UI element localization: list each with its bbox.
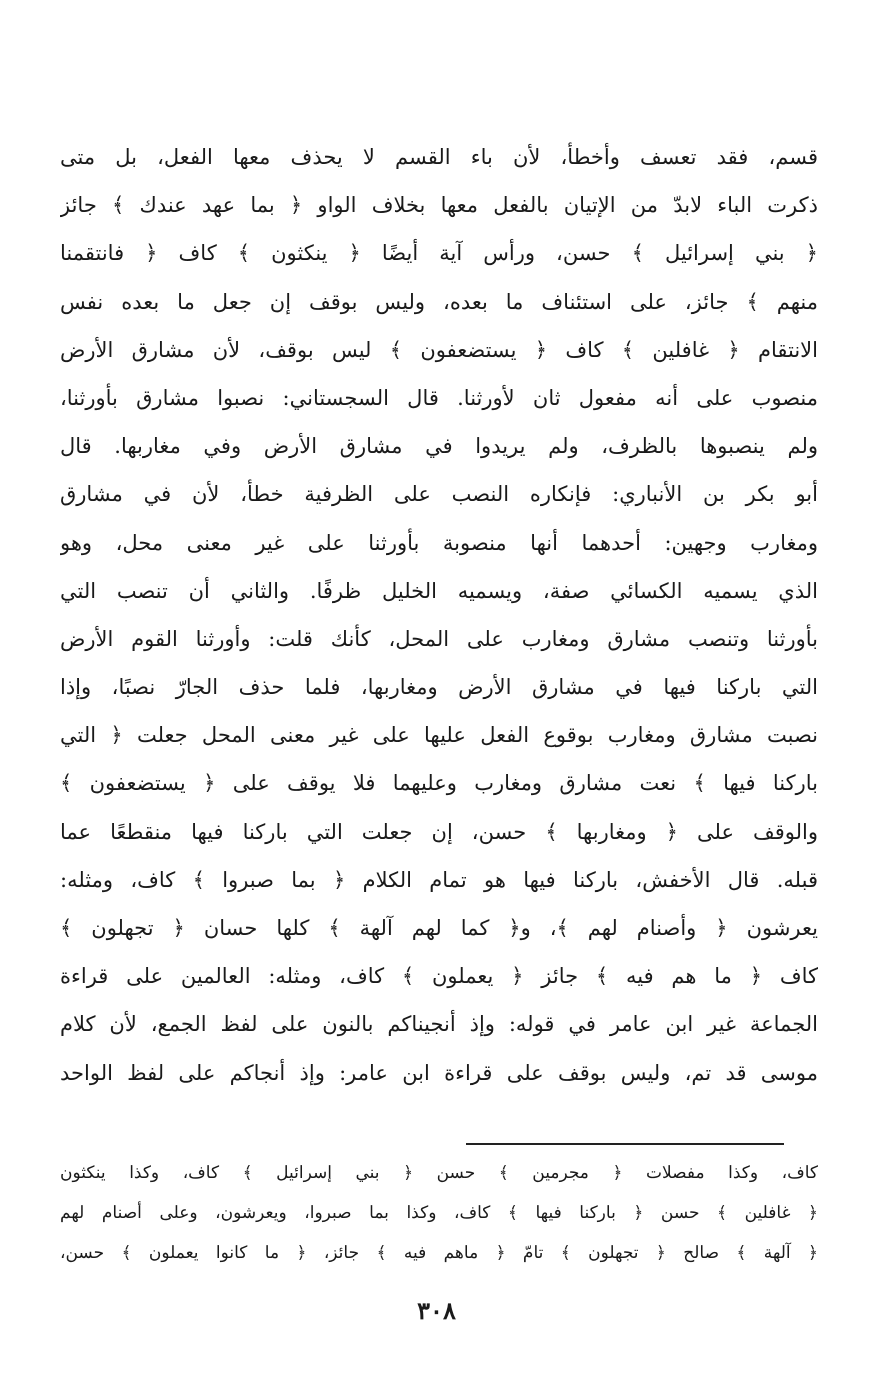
page-number: ٣٠٨ [417,1296,456,1325]
text-line: ولم ينصبوها بالظرف، ولم يريدوا في مشارق الأرض وفي مغاربها. قال [60,434,818,459]
text-line: أبو بكر بن الأنباري: فإنكاره النصب على الظرفية خطأ، لأن في مشارق [60,482,818,507]
text-line: والوقف على ﴿ ومغاربها ﴾ حسن، إن جعلت التي باركنا فيها منقطعًا عما [60,819,818,844]
text-line: الجماعة غير ابن عامر في قوله: وإذ أنجيناكم بالنون على لفظ الجمع، لأن كلام [60,1012,818,1037]
text-line: بأورثنا وتنصب مشارق ومغارب على المحل، كأنك قلت: وأورثنا القوم الأرض [60,626,818,651]
footnote-line: ﴿ آلهة ﴾ صالح ﴿ تجهلون ﴾ تامّ ﴿ ماهم فيه ﴾ جائز، ﴿ ما كانوا يعملون ﴾ حسن، [60,1243,818,1263]
text-line: يعرشون ﴿ وأصنام لهم ﴾، و﴿ كما لهم آلهة ﴾ كلها حسان ﴿ تجهلون ﴾ [60,916,818,940]
text-line: التي باركنا فيها في مشارق الأرض ومغاربها، فلما حذف الجارّ نصبًا، وإذا [60,675,818,700]
text-line: ﴿ بني إسرائيل ﴾ حسن، ورأس آية أيضًا ﴿ ينكثون ﴾ كاف ﴿ فانتقمنا [60,241,818,266]
footnote-line: ﴿ غافلين ﴾ حسن ﴿ باركنا فيها ﴾ كاف، وكذا بما صبروا، ويعرشون، وعلى أصنام لهم [60,1203,818,1223]
text-line: قبله. قال الأخفش، باركنا فيها هو تمام الكلام ﴿ بما صبروا ﴾ كاف، ومثله: [60,867,818,892]
text-line: باركنا فيها ﴾ نعت مشارق ومغارب وعليهما فلا يوقف على ﴿ يستضعفون ﴾ [60,771,818,796]
text-line: ذكرت الباء لابدّ من الإتيان بالفعل معها بخلاف الواو ﴿ بما عهد عندك ﴾ جائز [60,193,818,218]
text-line: كاف ﴿ ما هم فيه ﴾ جائز ﴿ يعملون ﴾ كاف، ومثله: العالمين على قراءة [60,964,818,989]
footnote-separator [466,1143,784,1145]
text-line: الذي يسميه الكسائي صفة، ويسميه الخليل ظرفًا. والثاني أن تنصب التي [60,578,818,603]
footnotes [60,1153,818,1273]
text-line: ومغارب وجهين: أحدهما أنها منصوبة بأورثنا على غير معنى محل، وهو [60,530,818,555]
text-line: قسم، فقد تعسف وأخطأ، لأن باء القسم لا يحذف معها الفعل، بل متى [60,145,818,169]
footnote-line: كاف، وكذا مفصلات ﴿ مجرمين ﴾ حسن ﴿ بني إسرائيل ﴾ كاف، وكذا ينكثون [60,1163,818,1183]
text-line: موسى قد تم، وليس بوقف على قراءة ابن عامر: وإذ أنجاكم على لفظ الواحد [60,1060,818,1085]
text-line: نصبت مشارق ومغارب بوقوع الفعل عليها على غير معنى المحل جعلت ﴿ التي [60,723,818,748]
text-line: الانتقام ﴿ غافلين ﴾ كاف ﴿ يستضعفون ﴾ ليس بوقف، لأن مشارق الأرض [60,337,818,362]
main-text-body [60,133,818,1097]
text-line: منهم ﴾ جائز، على استئناف ما بعده، وليس بوقف إن جعل ما بعده نفس [60,289,818,314]
text-line: منصوب على أنه مفعول ثان لأورثنا. قال السجستاني: نصبوا مشارق بأورثنا، [60,385,818,410]
